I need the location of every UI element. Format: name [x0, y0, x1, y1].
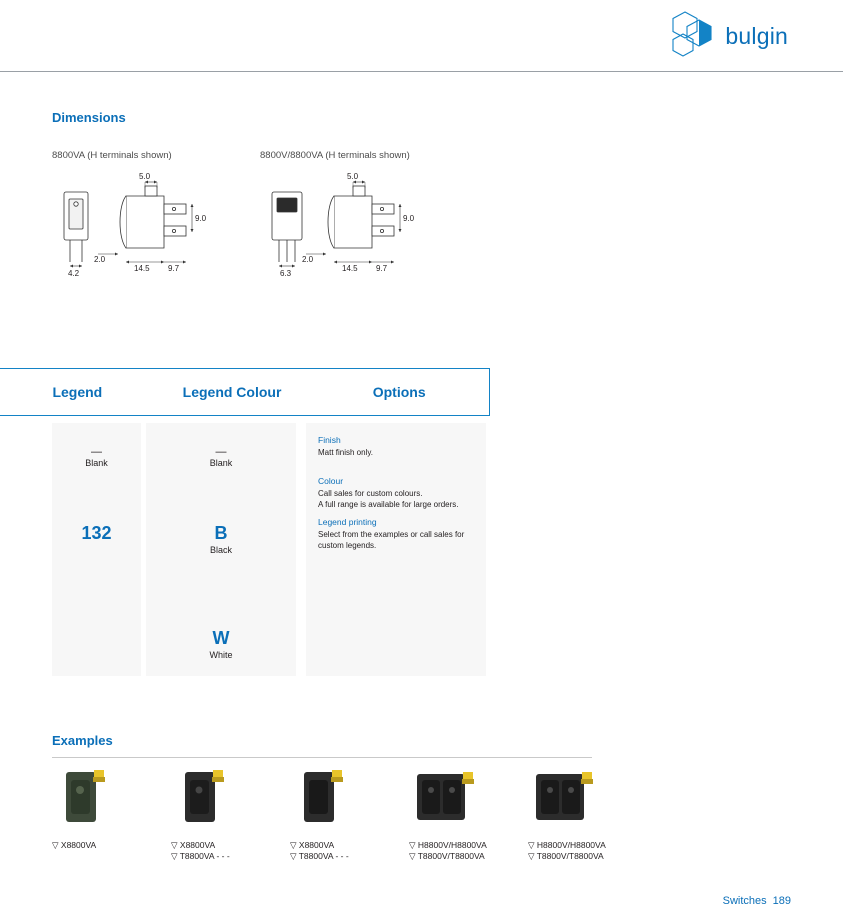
table-cell-options — [306, 423, 486, 676]
dimensions-section — [52, 110, 792, 300]
legend-option-132 — [52, 523, 141, 544]
rocker-switch-dark-green-photo — [52, 768, 120, 826]
colour-option-blank — [146, 447, 296, 468]
option-text-legend-printing-1: Select from the examples or call sales for — [318, 530, 465, 539]
example-caption-3-line-2: ▽ T8800VA - - - — [290, 851, 349, 861]
colour-code-w: W — [212, 628, 230, 648]
example-caption-5-line-1: ▽ H8800V/H8800VA — [528, 840, 606, 850]
dimension-drawings — [52, 170, 792, 300]
example-caption-2 — [171, 840, 301, 862]
drawing-group-8800va — [52, 170, 252, 295]
rocker-switch-double-black-photo — [409, 768, 485, 826]
dim-label-9-7: 9.7 — [168, 264, 180, 273]
dim-label-14-5-b: 14.5 — [342, 264, 358, 273]
option-title-finish: Finish — [318, 435, 341, 445]
example-item-3 — [290, 768, 420, 862]
examples-divider — [52, 757, 592, 758]
rocker-switch-black-single-photo — [171, 768, 239, 826]
option-block-finish — [318, 435, 478, 458]
example-caption-4-line-1: ▽ H8800V/H8800VA — [409, 840, 487, 850]
bulgin-hexagon-logo-icon — [663, 10, 719, 62]
table-body — [0, 423, 490, 676]
examples-title: Examples — [52, 733, 113, 748]
legend-blank-dash: — — [91, 446, 102, 458]
dim-label-4-2: 4.2 — [68, 269, 80, 278]
dimension-captions — [52, 150, 792, 164]
option-text-legend-printing-2: custom legends. — [318, 541, 377, 550]
example-caption-2-line-1: ▽ X8800VA — [171, 840, 216, 850]
dim-label-2-0-b: 2.0 — [302, 255, 314, 264]
option-text-colour-1: Call sales for custom colours. — [318, 489, 423, 498]
dim-label-9-0-b: 9.0 — [403, 214, 415, 223]
rocker-switch-black-plain-photo — [290, 768, 358, 826]
example-caption-3 — [290, 840, 420, 862]
example-caption-1-line-1: ▽ X8800VA — [52, 840, 97, 850]
colour-blank-label: Blank — [209, 458, 233, 468]
legend-blank-label: Blank — [85, 458, 108, 468]
dim-label-5-0: 5.0 — [139, 172, 151, 181]
dimension-caption-2: 8800V/8800VA (H terminals shown) — [260, 150, 410, 161]
table-header-legend-colour: Legend Colour — [182, 384, 282, 400]
option-text-colour-2: A full range is available for large orders. — [318, 500, 459, 509]
page-footer — [723, 895, 791, 907]
legend-code-132: 132 — [81, 523, 112, 543]
example-caption-2-line-2: ▽ T8800VA - - - — [171, 851, 230, 861]
table-cell-legend — [52, 423, 141, 676]
dimensions-title: Dimensions — [52, 110, 126, 125]
colour-label-black: Black — [209, 545, 232, 555]
colour-blank-dash: — — [215, 446, 227, 458]
footer-page-number: 189 — [772, 895, 791, 907]
table-header-legend: Legend — [52, 384, 103, 400]
example-item-5 — [528, 768, 658, 862]
example-item-4 — [409, 768, 539, 862]
brand-name: bulgin — [725, 22, 788, 49]
option-block-legend-printing — [318, 517, 478, 551]
dim-label-2-0: 2.0 — [94, 255, 106, 264]
example-caption-4 — [409, 840, 539, 862]
example-caption-5 — [528, 840, 658, 862]
colour-label-white: White — [209, 650, 233, 660]
colour-option-white — [146, 628, 296, 660]
option-title-legend-printing: Legend printing — [318, 517, 377, 527]
dim-label-9-0: 9.0 — [195, 214, 207, 223]
examples-row — [52, 768, 792, 878]
option-block-colour — [318, 476, 478, 510]
table-header-row — [0, 368, 490, 416]
dim-label-6-3: 6.3 — [280, 269, 292, 278]
colour-option-black — [146, 523, 296, 555]
dim-label-14-5: 14.5 — [134, 264, 150, 273]
example-caption-3-line-1: ▽ X8800VA — [290, 840, 335, 850]
dim-label-5-0-b: 5.0 — [347, 172, 359, 181]
example-caption-5-line-2: ▽ T8800V/T8800VA — [528, 851, 604, 861]
page-header — [0, 0, 843, 72]
table-cell-legend-colour — [146, 423, 296, 676]
options-table — [0, 368, 490, 676]
dimension-caption-1: 8800VA (H terminals shown) — [52, 150, 172, 161]
colour-code-b: B — [214, 523, 228, 543]
example-caption-4-line-2: ▽ T8800V/T8800VA — [409, 851, 485, 861]
brand-logo — [663, 10, 788, 62]
example-caption-1 — [52, 840, 182, 851]
option-text-finish-1: Matt finish only. — [318, 448, 373, 457]
legend-option-blank — [52, 447, 141, 468]
example-item-2 — [171, 768, 301, 862]
examples-section — [52, 733, 792, 878]
dim-label-9-7-b: 9.7 — [376, 264, 388, 273]
rocker-switch-double-black-alt-photo — [528, 768, 604, 826]
example-item-1 — [52, 768, 182, 851]
table-header-options: Options — [372, 384, 426, 400]
option-title-colour: Colour — [318, 476, 344, 486]
drawing-group-8800v-8800va — [260, 170, 460, 295]
footer-label: Switches — [722, 895, 767, 907]
